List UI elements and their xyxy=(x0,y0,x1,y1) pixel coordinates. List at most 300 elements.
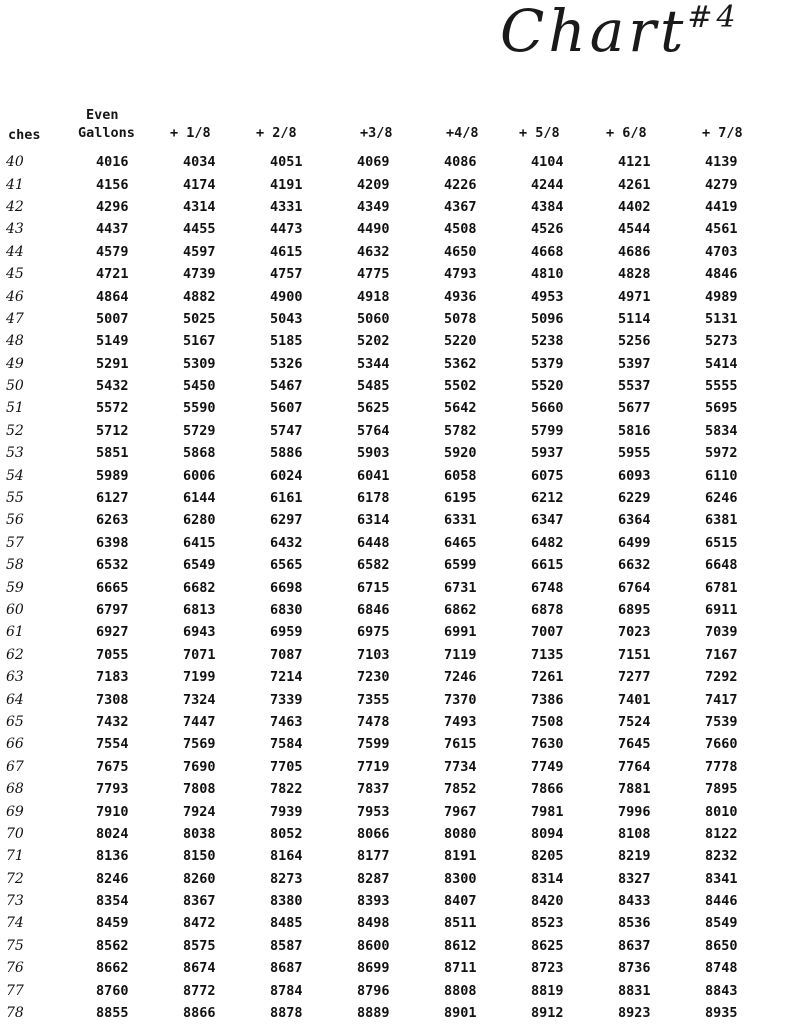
cell-plus-5-8: 6748 xyxy=(531,579,564,596)
cell-inches: 53 xyxy=(6,445,24,462)
cell-plus-2-8: 7214 xyxy=(270,669,303,686)
cell-plus-4-8: 7493 xyxy=(444,713,477,730)
header-gallons: Gallons xyxy=(78,125,135,141)
cell-plus-6-8: 7023 xyxy=(618,624,651,641)
cell-plus-5-8: 6347 xyxy=(531,512,564,529)
cell-plus-5-8: 5096 xyxy=(531,310,564,327)
cell-plus-3-8: 8796 xyxy=(357,982,390,999)
cell-plus-5-8: 4244 xyxy=(531,176,564,193)
table-row xyxy=(0,330,792,352)
cell-plus-7-8: 6781 xyxy=(705,579,738,596)
cell-plus-3-8: 8393 xyxy=(357,893,390,910)
cell-plus-6-8: 6364 xyxy=(618,512,651,529)
cell-plus-3-8: 8177 xyxy=(357,848,390,865)
cell-plus-5-8: 4668 xyxy=(531,243,564,260)
cell-inches: 54 xyxy=(6,467,24,484)
cell-even: 5572 xyxy=(96,400,129,417)
cell-plus-2-8: 4191 xyxy=(270,176,303,193)
table-row xyxy=(0,532,792,554)
cell-plus-2-8: 7584 xyxy=(270,736,303,753)
gallons-table-body xyxy=(0,151,792,1024)
cell-plus-5-8: 7749 xyxy=(531,758,564,775)
cell-plus-3-8: 8498 xyxy=(357,915,390,932)
table-row xyxy=(0,644,792,666)
cell-plus-7-8: 6381 xyxy=(705,512,738,529)
table-row xyxy=(0,353,792,375)
cell-even: 7675 xyxy=(96,758,129,775)
cell-even: 7910 xyxy=(96,803,129,820)
cell-plus-7-8: 5555 xyxy=(705,378,738,395)
cell-plus-6-8: 5397 xyxy=(618,355,651,372)
table-row xyxy=(0,308,792,330)
cell-plus-7-8: 8935 xyxy=(705,1005,738,1022)
cell-plus-4-8: 5502 xyxy=(444,378,477,395)
cell-plus-6-8: 4828 xyxy=(618,266,651,283)
cell-plus-4-8: 8300 xyxy=(444,870,477,887)
cell-plus-5-8: 4810 xyxy=(531,266,564,283)
cell-even: 5149 xyxy=(96,333,129,350)
cell-plus-2-8: 7087 xyxy=(270,646,303,663)
cell-plus-2-8: 6565 xyxy=(270,557,303,574)
table-row xyxy=(0,756,792,778)
cell-plus-4-8: 6058 xyxy=(444,467,477,484)
cell-plus-6-8: 4971 xyxy=(618,288,651,305)
cell-plus-2-8: 5326 xyxy=(270,355,303,372)
table-row xyxy=(0,218,792,240)
cell-plus-7-8: 8549 xyxy=(705,915,738,932)
cell-even: 4437 xyxy=(96,221,129,238)
cell-plus-7-8: 6911 xyxy=(705,602,738,618)
cell-plus-7-8: 5273 xyxy=(705,333,738,350)
cell-plus-1-8: 7199 xyxy=(183,669,216,686)
cell-plus-2-8: 4757 xyxy=(270,266,303,283)
cell-even: 7793 xyxy=(96,781,129,798)
cell-plus-1-8: 7324 xyxy=(183,691,216,708)
cell-plus-6-8: 7151 xyxy=(618,646,651,663)
cell-plus-4-8: 8808 xyxy=(444,982,477,999)
cell-plus-2-8: 5467 xyxy=(270,378,303,395)
cell-even: 8855 xyxy=(96,1005,129,1022)
cell-inches: 78 xyxy=(6,1005,24,1022)
cell-plus-3-8: 7719 xyxy=(357,758,390,775)
cell-plus-1-8: 8575 xyxy=(183,937,216,954)
cell-plus-5-8: 5238 xyxy=(531,333,564,350)
cell-plus-3-8: 7103 xyxy=(357,646,390,663)
cell-inches: 52 xyxy=(6,422,24,439)
cell-plus-1-8: 6280 xyxy=(183,512,216,529)
cell-plus-7-8: 6246 xyxy=(705,490,738,507)
cell-inches: 63 xyxy=(6,669,24,686)
cell-inches: 55 xyxy=(6,490,24,507)
cell-plus-5-8: 6482 xyxy=(531,534,564,551)
cell-plus-5-8: 8912 xyxy=(531,1005,564,1022)
cell-even: 7183 xyxy=(96,669,129,686)
table-row xyxy=(0,979,792,1001)
table-row xyxy=(0,576,792,598)
cell-plus-2-8: 8784 xyxy=(270,982,303,999)
cell-plus-7-8: 6648 xyxy=(705,557,738,574)
cell-plus-3-8: 5060 xyxy=(357,310,390,327)
cell-plus-7-8: 5695 xyxy=(705,400,738,417)
cell-plus-6-8: 7996 xyxy=(618,803,651,820)
table-row xyxy=(0,487,792,509)
cell-plus-7-8: 7539 xyxy=(705,713,738,730)
cell-plus-2-8: 5747 xyxy=(270,422,303,439)
cell-plus-5-8: 5660 xyxy=(531,400,564,417)
table-row xyxy=(0,890,792,912)
cell-even: 6398 xyxy=(96,534,129,551)
cell-plus-7-8: 8843 xyxy=(705,982,738,999)
cell-even: 7308 xyxy=(96,691,129,708)
cell-plus-1-8: 5167 xyxy=(183,333,216,350)
cell-plus-7-8: 7292 xyxy=(705,669,738,686)
cell-plus-1-8: 4034 xyxy=(183,154,216,171)
cell-plus-7-8: 8446 xyxy=(705,893,738,910)
cell-plus-5-8: 6212 xyxy=(531,490,564,507)
cell-plus-7-8: 7167 xyxy=(705,646,738,663)
cell-plus-5-8: 8094 xyxy=(531,825,564,842)
cell-plus-5-8: 4953 xyxy=(531,288,564,305)
table-row xyxy=(0,442,792,464)
cell-plus-6-8: 8327 xyxy=(618,870,651,887)
cell-plus-4-8: 4367 xyxy=(444,198,477,215)
table-row xyxy=(0,599,792,621)
header-plus-1-8: + 1/8 xyxy=(170,125,211,141)
cell-even: 8136 xyxy=(96,848,129,865)
cell-plus-1-8: 4739 xyxy=(183,266,216,283)
cell-plus-6-8: 6229 xyxy=(618,490,651,507)
cell-plus-5-8: 7866 xyxy=(531,781,564,798)
cell-plus-1-8: 8150 xyxy=(183,848,216,865)
cell-plus-2-8: 5886 xyxy=(270,445,303,462)
cell-plus-4-8: 8407 xyxy=(444,893,477,910)
cell-plus-2-8: 4331 xyxy=(270,198,303,215)
cell-plus-2-8: 7822 xyxy=(270,781,303,798)
cell-plus-3-8: 4349 xyxy=(357,198,390,215)
cell-plus-4-8: 8511 xyxy=(444,915,477,932)
cell-plus-6-8: 4121 xyxy=(618,154,651,171)
cell-plus-5-8: 5799 xyxy=(531,422,564,439)
cell-plus-3-8: 6582 xyxy=(357,557,390,574)
cell-inches: 47 xyxy=(6,310,24,327)
cell-plus-4-8: 6862 xyxy=(444,602,477,618)
cell-plus-4-8: 7967 xyxy=(444,803,477,820)
cell-plus-6-8: 5677 xyxy=(618,400,651,417)
cell-plus-2-8: 6297 xyxy=(270,512,303,529)
cell-plus-1-8: 4314 xyxy=(183,198,216,215)
cell-plus-3-8: 4918 xyxy=(357,288,390,305)
header-plus-3-8: +3/8 xyxy=(360,125,393,141)
cell-plus-6-8: 6499 xyxy=(618,534,651,551)
table-row xyxy=(0,173,792,195)
cell-plus-6-8: 7277 xyxy=(618,669,651,686)
cell-plus-7-8: 4279 xyxy=(705,176,738,193)
cell-plus-7-8: 6110 xyxy=(705,467,738,484)
cell-even: 5432 xyxy=(96,378,129,395)
cell-inches: 60 xyxy=(6,602,24,618)
cell-plus-6-8: 8108 xyxy=(618,825,651,842)
cell-plus-3-8: 8066 xyxy=(357,825,390,842)
cell-inches: 45 xyxy=(6,266,24,283)
cell-plus-4-8: 6465 xyxy=(444,534,477,551)
cell-plus-2-8: 6024 xyxy=(270,467,303,484)
cell-plus-3-8: 5625 xyxy=(357,400,390,417)
cell-plus-3-8: 7230 xyxy=(357,669,390,686)
cell-inches: 71 xyxy=(6,848,24,865)
cell-plus-2-8: 8587 xyxy=(270,937,303,954)
cell-plus-5-8: 8314 xyxy=(531,870,564,887)
cell-plus-1-8: 5450 xyxy=(183,378,216,395)
cell-plus-6-8: 4261 xyxy=(618,176,651,193)
cell-plus-1-8: 6682 xyxy=(183,579,216,596)
cell-plus-2-8: 8052 xyxy=(270,825,303,842)
cell-even: 4721 xyxy=(96,266,129,283)
cell-plus-2-8: 7939 xyxy=(270,803,303,820)
header-inches: ches xyxy=(8,127,41,143)
cell-inches: 43 xyxy=(6,221,24,238)
cell-even: 8354 xyxy=(96,893,129,910)
cell-plus-4-8: 7119 xyxy=(444,646,477,663)
header-even: Even xyxy=(86,107,119,123)
cell-inches: 58 xyxy=(6,557,24,574)
cell-plus-4-8: 5920 xyxy=(444,445,477,462)
cell-plus-4-8: 4936 xyxy=(444,288,477,305)
cell-even: 7055 xyxy=(96,646,129,663)
cell-plus-2-8: 8380 xyxy=(270,893,303,910)
cell-plus-5-8: 8420 xyxy=(531,893,564,910)
cell-plus-1-8: 7924 xyxy=(183,803,216,820)
cell-plus-2-8: 8273 xyxy=(270,870,303,887)
cell-plus-1-8: 5729 xyxy=(183,422,216,439)
cell-inches: 74 xyxy=(6,915,24,932)
cell-even: 8662 xyxy=(96,960,129,977)
header-plus-2-8: + 2/8 xyxy=(256,125,297,141)
cell-plus-7-8: 8650 xyxy=(705,937,738,954)
cell-plus-6-8: 4402 xyxy=(618,198,651,215)
cell-plus-5-8: 4384 xyxy=(531,198,564,215)
cell-plus-1-8: 6006 xyxy=(183,467,216,484)
cell-inches: 64 xyxy=(6,691,24,708)
table-row xyxy=(0,666,792,688)
table-row xyxy=(0,196,792,218)
cell-plus-2-8: 8164 xyxy=(270,848,303,865)
cell-plus-7-8: 8232 xyxy=(705,848,738,865)
cell-even: 5007 xyxy=(96,310,129,327)
cell-inches: 50 xyxy=(6,378,24,395)
cell-plus-6-8: 8831 xyxy=(618,982,651,999)
table-row xyxy=(0,868,792,890)
cell-plus-5-8: 7007 xyxy=(531,624,564,641)
cell-plus-6-8: 6093 xyxy=(618,467,651,484)
cell-plus-7-8: 6515 xyxy=(705,534,738,551)
cell-plus-1-8: 7447 xyxy=(183,713,216,730)
cell-even: 7432 xyxy=(96,713,129,730)
cell-plus-2-8: 5185 xyxy=(270,333,303,350)
cell-plus-6-8: 5955 xyxy=(618,445,651,462)
cell-plus-7-8: 4561 xyxy=(705,221,738,238)
cell-plus-2-8: 4615 xyxy=(270,243,303,260)
cell-plus-7-8: 8122 xyxy=(705,825,738,842)
cell-plus-6-8: 4544 xyxy=(618,221,651,238)
cell-plus-4-8: 5078 xyxy=(444,310,477,327)
cell-inches: 49 xyxy=(6,355,24,372)
cell-plus-2-8: 8485 xyxy=(270,915,303,932)
cell-inches: 57 xyxy=(6,534,24,551)
cell-plus-4-8: 5642 xyxy=(444,400,477,417)
cell-plus-3-8: 4209 xyxy=(357,176,390,193)
cell-plus-5-8: 7508 xyxy=(531,713,564,730)
table-row xyxy=(0,733,792,755)
header-plus-6-8: + 6/8 xyxy=(606,125,647,141)
header-plus-7-8: + 7/8 xyxy=(702,125,743,141)
cell-even: 7554 xyxy=(96,736,129,753)
cell-plus-7-8: 7778 xyxy=(705,758,738,775)
cell-plus-4-8: 4086 xyxy=(444,154,477,171)
cell-plus-1-8: 4174 xyxy=(183,176,216,193)
table-row xyxy=(0,935,792,957)
cell-plus-5-8: 8723 xyxy=(531,960,564,977)
cell-plus-6-8: 4686 xyxy=(618,243,651,260)
cell-plus-6-8: 6632 xyxy=(618,557,651,574)
cell-plus-3-8: 8889 xyxy=(357,1005,390,1022)
cell-plus-5-8: 7261 xyxy=(531,669,564,686)
cell-inches: 70 xyxy=(6,825,24,842)
table-row xyxy=(0,464,792,486)
cell-inches: 42 xyxy=(6,198,24,215)
cell-plus-3-8: 4632 xyxy=(357,243,390,260)
cell-plus-6-8: 6764 xyxy=(618,579,651,596)
table-row xyxy=(0,1002,792,1024)
cell-plus-5-8: 7981 xyxy=(531,803,564,820)
cell-plus-1-8: 8472 xyxy=(183,915,216,932)
cell-plus-2-8: 8878 xyxy=(270,1005,303,1022)
cell-plus-4-8: 6195 xyxy=(444,490,477,507)
cell-plus-1-8: 7690 xyxy=(183,758,216,775)
table-row xyxy=(0,823,792,845)
cell-plus-1-8: 8772 xyxy=(183,982,216,999)
cell-inches: 65 xyxy=(6,713,24,730)
cell-plus-7-8: 5972 xyxy=(705,445,738,462)
table-row xyxy=(0,845,792,867)
cell-plus-2-8: 6698 xyxy=(270,579,303,596)
cell-plus-4-8: 6991 xyxy=(444,624,477,641)
cell-even: 6927 xyxy=(96,624,129,641)
cell-plus-3-8: 4069 xyxy=(357,154,390,171)
cell-plus-2-8: 7463 xyxy=(270,713,303,730)
cell-plus-2-8: 4473 xyxy=(270,221,303,238)
cell-plus-4-8: 4508 xyxy=(444,221,477,238)
cell-plus-7-8: 5834 xyxy=(705,422,738,439)
cell-plus-2-8: 7705 xyxy=(270,758,303,775)
cell-plus-3-8: 6178 xyxy=(357,490,390,507)
cell-plus-3-8: 6041 xyxy=(357,467,390,484)
cell-even: 6797 xyxy=(96,602,129,618)
cell-plus-7-8: 4846 xyxy=(705,266,738,283)
cell-plus-2-8: 6830 xyxy=(270,602,303,618)
cell-inches: 72 xyxy=(6,870,24,887)
table-row xyxy=(0,375,792,397)
cell-plus-7-8: 8010 xyxy=(705,803,738,820)
cell-plus-3-8: 6715 xyxy=(357,579,390,596)
table-row xyxy=(0,263,792,285)
cell-plus-6-8: 7645 xyxy=(618,736,651,753)
cell-even: 8024 xyxy=(96,825,129,842)
cell-plus-7-8: 4703 xyxy=(705,243,738,260)
cell-plus-2-8: 6432 xyxy=(270,534,303,551)
cell-plus-3-8: 8287 xyxy=(357,870,390,887)
table-row xyxy=(0,241,792,263)
cell-plus-1-8: 6813 xyxy=(183,602,216,618)
cell-plus-3-8: 8600 xyxy=(357,937,390,954)
cell-plus-4-8: 8191 xyxy=(444,848,477,865)
cell-plus-3-8: 5485 xyxy=(357,378,390,395)
cell-plus-4-8: 7852 xyxy=(444,781,477,798)
cell-plus-5-8: 6878 xyxy=(531,602,564,618)
cell-even: 4579 xyxy=(96,243,129,260)
cell-plus-2-8: 4051 xyxy=(270,154,303,171)
cell-plus-1-8: 8674 xyxy=(183,960,216,977)
cell-inches: 51 xyxy=(6,400,24,417)
cell-plus-7-8: 5414 xyxy=(705,355,738,372)
cell-plus-1-8: 8367 xyxy=(183,893,216,910)
cell-plus-4-8: 5782 xyxy=(444,422,477,439)
cell-plus-1-8: 6549 xyxy=(183,557,216,574)
cell-plus-1-8: 7569 xyxy=(183,736,216,753)
cell-plus-4-8: 8080 xyxy=(444,825,477,842)
cell-plus-6-8: 7881 xyxy=(618,781,651,798)
cell-inches: 67 xyxy=(6,758,24,775)
cell-plus-4-8: 7734 xyxy=(444,758,477,775)
cell-plus-4-8: 8612 xyxy=(444,937,477,954)
cell-plus-2-8: 5043 xyxy=(270,310,303,327)
cell-plus-6-8: 5816 xyxy=(618,422,651,439)
chart-title xyxy=(500,0,740,65)
cell-inches: 76 xyxy=(6,960,24,977)
cell-plus-1-8: 8866 xyxy=(183,1005,216,1022)
cell-inches: 69 xyxy=(6,803,24,820)
cell-even: 6532 xyxy=(96,557,129,574)
cell-inches: 77 xyxy=(6,982,24,999)
cell-plus-4-8: 5220 xyxy=(444,333,477,350)
cell-even: 8760 xyxy=(96,982,129,999)
cell-even: 5291 xyxy=(96,355,129,372)
cell-plus-2-8: 4900 xyxy=(270,288,303,305)
cell-plus-4-8: 7615 xyxy=(444,736,477,753)
cell-even: 5851 xyxy=(96,445,129,462)
cell-plus-5-8: 8819 xyxy=(531,982,564,999)
cell-inches: 56 xyxy=(6,512,24,529)
cell-plus-6-8: 8536 xyxy=(618,915,651,932)
cell-plus-6-8: 8637 xyxy=(618,937,651,954)
cell-plus-7-8: 8341 xyxy=(705,870,738,887)
cell-plus-5-8: 6615 xyxy=(531,557,564,574)
cell-even: 8562 xyxy=(96,937,129,954)
cell-plus-7-8: 7660 xyxy=(705,736,738,753)
cell-plus-4-8: 4226 xyxy=(444,176,477,193)
cell-plus-1-8: 7808 xyxy=(183,781,216,798)
cell-plus-2-8: 5607 xyxy=(270,400,303,417)
cell-plus-2-8: 7339 xyxy=(270,691,303,708)
cell-plus-7-8: 5131 xyxy=(705,310,738,327)
cell-plus-1-8: 6144 xyxy=(183,490,216,507)
cell-plus-5-8: 7135 xyxy=(531,646,564,663)
cell-even: 5712 xyxy=(96,422,129,439)
cell-plus-7-8: 4419 xyxy=(705,198,738,215)
cell-plus-4-8: 7370 xyxy=(444,691,477,708)
header-plus-4-8: +4/8 xyxy=(446,125,479,141)
cell-inches: 62 xyxy=(6,646,24,663)
table-row xyxy=(0,420,792,442)
